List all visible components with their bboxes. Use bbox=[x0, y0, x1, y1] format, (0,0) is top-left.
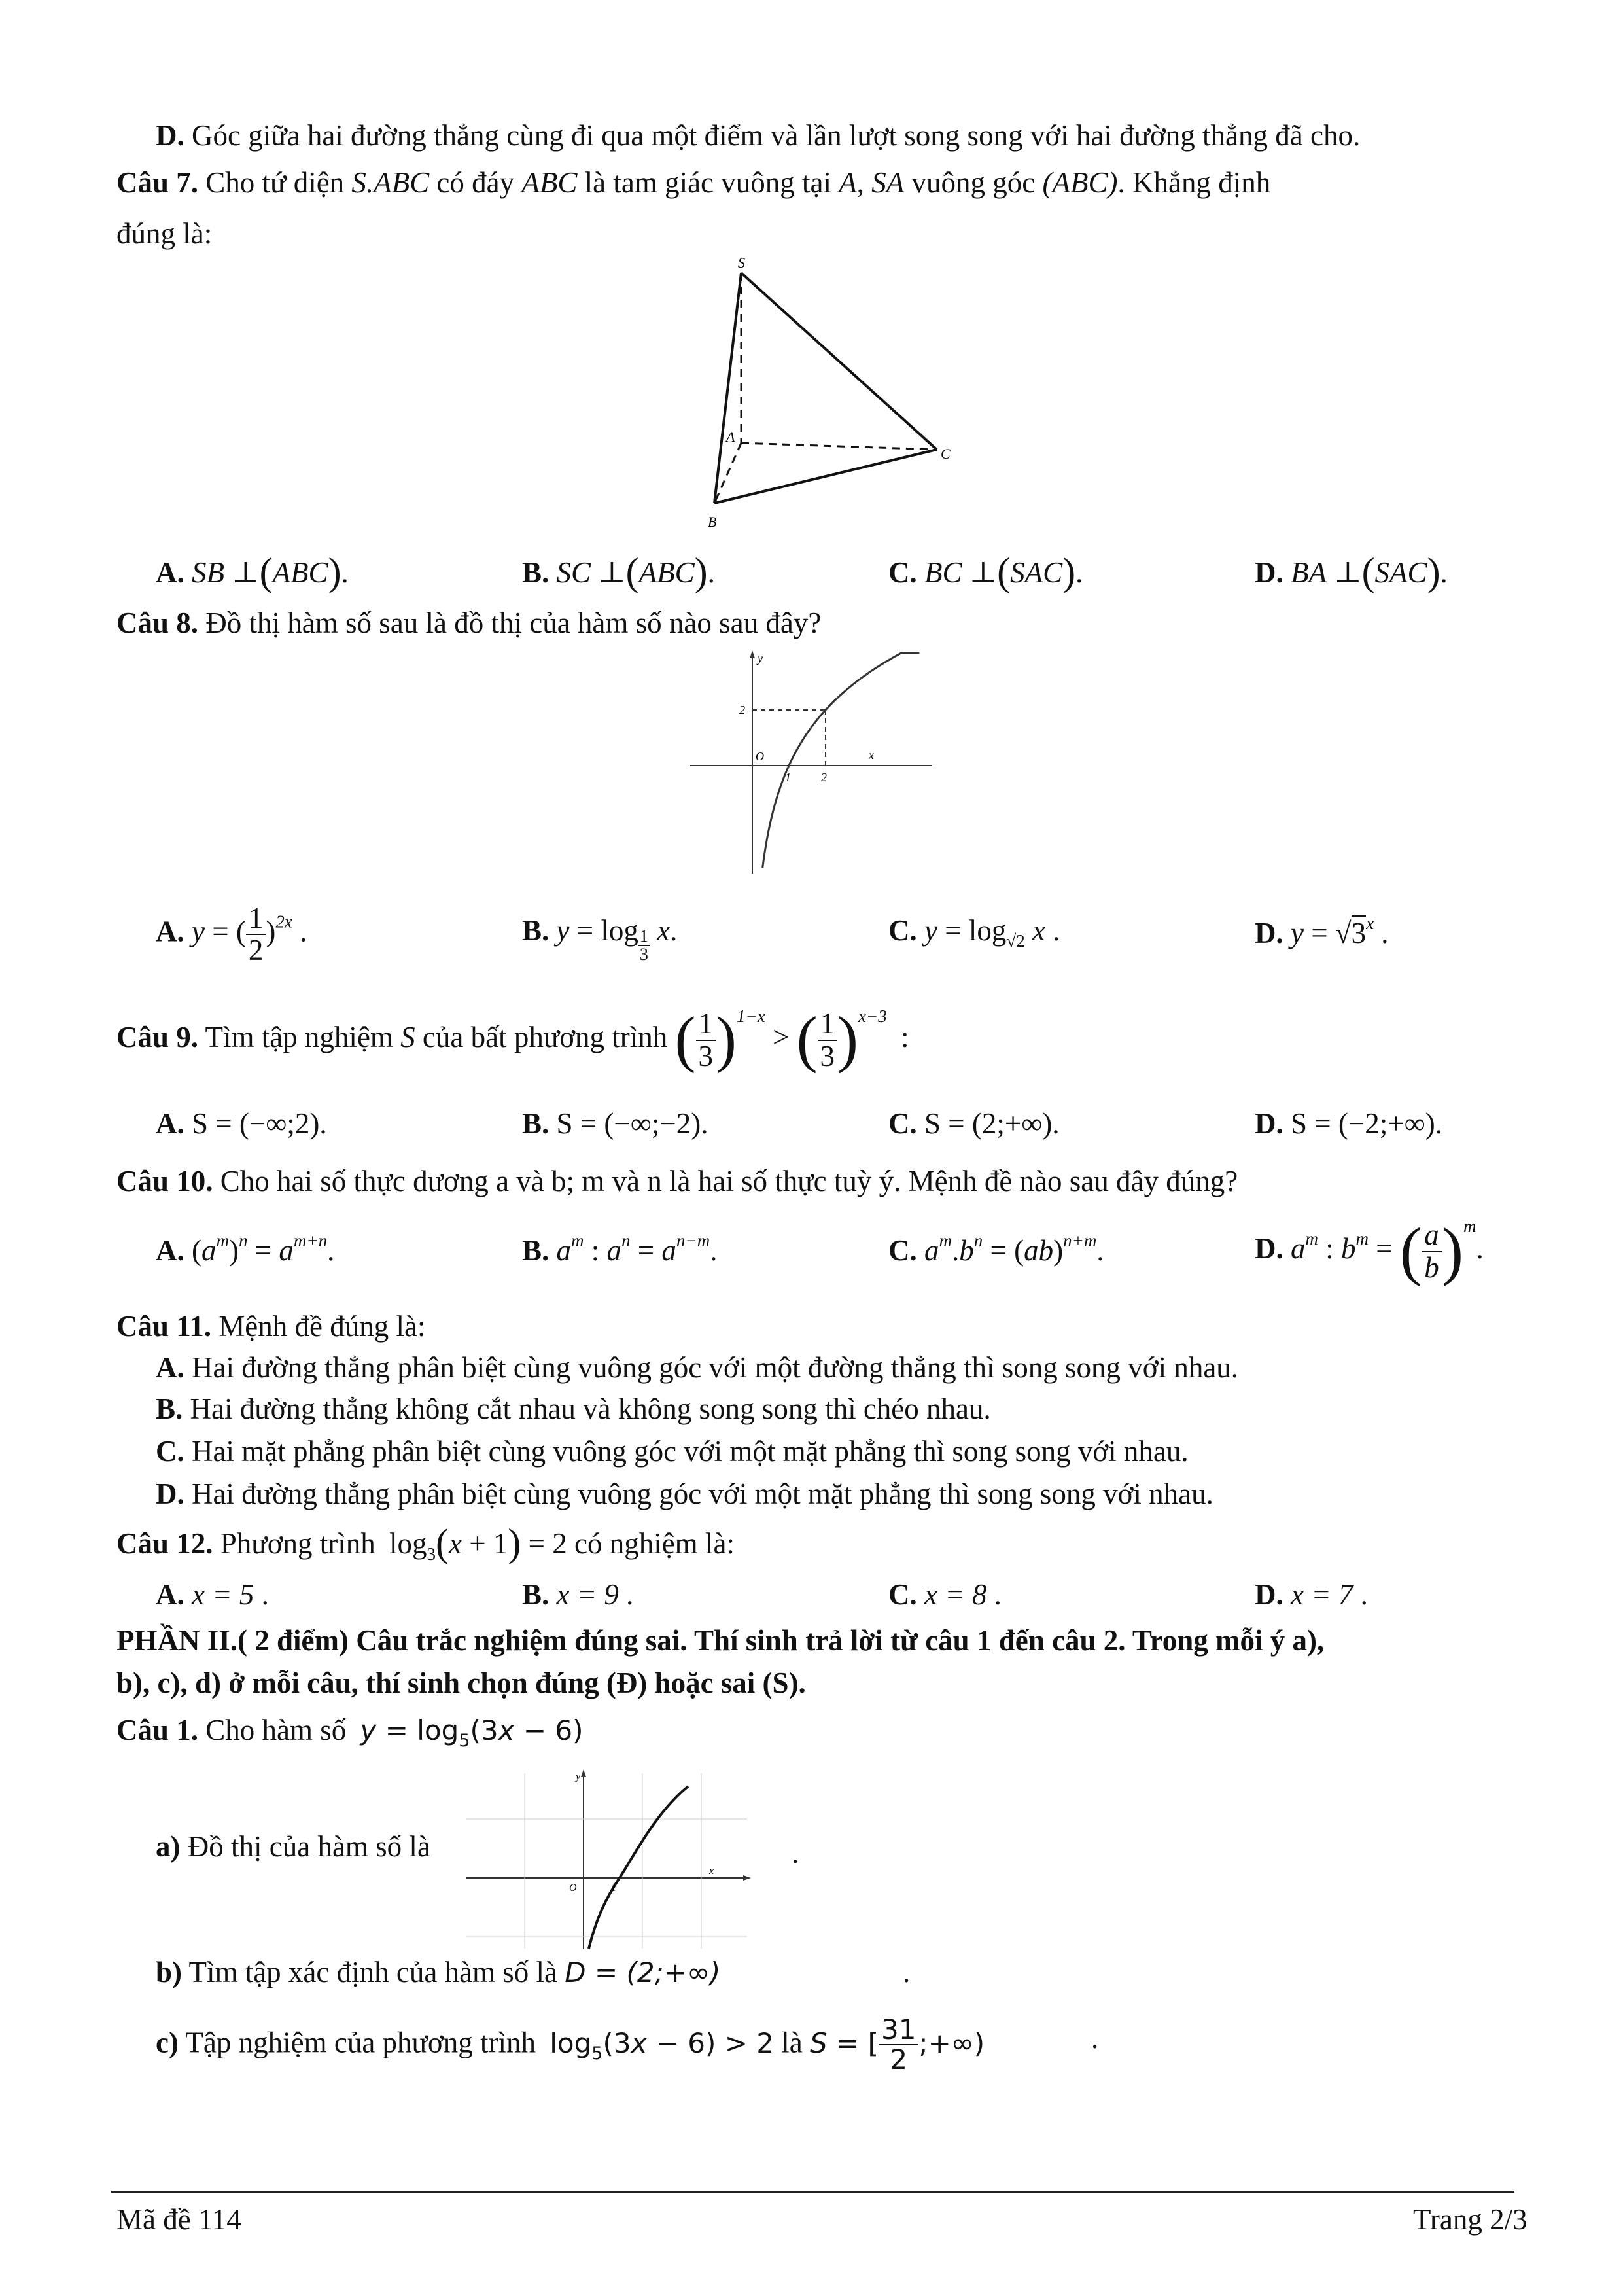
q10-option-a[interactable]: A. $(a^m)^n = a^{m+n}$. bbox=[156, 1231, 335, 1267]
stem-text: là tam giác vuông tại bbox=[584, 166, 832, 199]
option-rhs: ABC bbox=[638, 556, 695, 589]
option-label: A. bbox=[156, 915, 184, 948]
q10-option-c[interactable]: C. $a^m.b^n = (ab)^{n+m}$. bbox=[888, 1231, 1104, 1267]
option-label: B. bbox=[522, 556, 550, 589]
y-axis-arrow bbox=[750, 650, 755, 658]
q9-option-a[interactable]: A. S = (−∞;2). bbox=[156, 1107, 327, 1140]
option-label: B. bbox=[522, 1234, 550, 1267]
grid-lines bbox=[466, 1773, 747, 1949]
stem-text: . Khẳng định bbox=[1117, 166, 1271, 199]
option-lhs: SC bbox=[556, 556, 591, 589]
x-label: x bbox=[869, 749, 874, 762]
q7-option-b[interactable]: B. SC ⊥(ABC). bbox=[522, 550, 715, 593]
y-axis-arrow bbox=[581, 1769, 586, 1777]
p2q1-item-c[interactable]: c) Tập nghiệm của phương trình $\log_5(3x - 6) > 2$ là S = [ $\frac{31}{2}$ ;+∞) bbox=[156, 2013, 985, 2076]
footer-exam-code: Mã đề 114 bbox=[116, 2203, 241, 2236]
option-value: x = 5 bbox=[192, 1578, 254, 1611]
label-s: S bbox=[738, 255, 745, 271]
option-label: D. bbox=[1255, 1232, 1283, 1265]
question-label: Câu 8. bbox=[116, 607, 199, 639]
q7-stem bbox=[116, 165, 1270, 200]
math-var: SA bbox=[871, 166, 905, 199]
log-curve bbox=[763, 653, 920, 868]
q11-option-a[interactable] bbox=[156, 1350, 1238, 1385]
period: . bbox=[1091, 2022, 1099, 2055]
edge-sc bbox=[741, 273, 937, 450]
x-label: x bbox=[709, 1865, 714, 1877]
option-label: C. bbox=[888, 1234, 917, 1267]
q9-stem: Câu 9. Tìm tập nghiệm S của bất phương trình ( $\frac{1}{3}$ )$^{1-x}$ > ( $\frac{1}{3}$ )$^{x-3}$ : bbox=[116, 1004, 909, 1074]
p2q1-stem: Câu 1. Cho hàm số $y = \log_5(3x - 6)$ bbox=[116, 1714, 584, 1751]
q12-stem: Câu 12. Phương trình $\log_3(x + 1) = 2$ có nghiệm là: bbox=[116, 1521, 735, 1564]
fraction-numerator: 31 bbox=[879, 2015, 918, 2045]
math-var: A bbox=[839, 166, 857, 199]
option-label: D. bbox=[1255, 1107, 1283, 1140]
p2q1-log-graph bbox=[466, 1767, 754, 1950]
option-label: C. bbox=[888, 914, 917, 947]
question-label: Câu 10. bbox=[116, 1165, 213, 1197]
option-label: D. bbox=[1255, 917, 1283, 949]
q10-option-d[interactable]: D. $a^m$ : $b^m$ = ( $\frac{a}{b}$ )$^m$. bbox=[1255, 1214, 1484, 1287]
option-text: Góc giữa hai đường thẳng cùng đi qua một điểm và lần lượt song song với hai đường thẳng đã cho. bbox=[192, 119, 1361, 152]
option-lhs: BA bbox=[1291, 556, 1327, 589]
math-var: (ABC) bbox=[1042, 166, 1118, 199]
q11-option-b[interactable] bbox=[156, 1391, 991, 1426]
exponent-1: 1−x bbox=[736, 1006, 765, 1026]
option-value: S = (−∞;−2) bbox=[556, 1107, 701, 1140]
origin-label: O bbox=[756, 750, 764, 763]
footer-rule bbox=[111, 2191, 1514, 2193]
option-lhs: BC bbox=[924, 556, 962, 589]
option-label: C. bbox=[888, 1107, 917, 1140]
q7-option-a[interactable]: A. SB ⊥(ABC). bbox=[156, 550, 349, 593]
x-tick-1: 1 bbox=[611, 1882, 616, 1894]
question-label: Câu 11. bbox=[116, 1310, 212, 1343]
option-label: B. bbox=[522, 1578, 550, 1611]
q8-stem bbox=[116, 605, 821, 641]
q10-stem bbox=[116, 1163, 1238, 1199]
footer-page-number: Trang 2/3 bbox=[1413, 2203, 1527, 2236]
period: . bbox=[903, 1956, 911, 1988]
option-rhs: ABC bbox=[272, 556, 328, 589]
item-label: c) bbox=[156, 2026, 179, 2059]
option-label: C. bbox=[888, 1578, 917, 1611]
option-value: S = (−∞;2) bbox=[192, 1107, 320, 1140]
option-text: Hai mặt phẳng phân biệt cùng vuông góc với một mặt phẳng thì song song với nhau. bbox=[192, 1435, 1189, 1468]
q7-stem-line2: đúng là: bbox=[116, 217, 213, 250]
item-text: Đồ thị của hàm số là bbox=[187, 1830, 430, 1863]
option-value: x = 8 bbox=[924, 1578, 987, 1611]
label-a: A bbox=[726, 429, 735, 445]
q9-option-b[interactable]: B. S = (−∞;−2). bbox=[522, 1107, 708, 1140]
q10-option-b[interactable]: B. $a^m$ : $a^n = a^{n-m}$. bbox=[522, 1231, 718, 1267]
exponent-2: x−3 bbox=[858, 1006, 887, 1026]
option-label: B. bbox=[156, 1392, 183, 1425]
q8-option-d[interactable]: D. $y = √3^x$ . bbox=[1255, 913, 1389, 949]
option-rhs: SAC bbox=[1374, 556, 1427, 589]
question-label: Câu 7. bbox=[116, 166, 199, 199]
option-label: D. bbox=[1255, 556, 1283, 589]
q11-stem bbox=[116, 1309, 425, 1344]
fraction-denominator: 2 bbox=[890, 2043, 908, 2076]
stem-text: Mệnh đề đúng là: bbox=[218, 1310, 426, 1343]
edge-sb bbox=[714, 273, 741, 503]
q12-option-d[interactable]: D. x = 7 . bbox=[1255, 1578, 1368, 1611]
period: . bbox=[792, 1837, 799, 1869]
y-label: y bbox=[576, 1771, 581, 1782]
item-label: a) bbox=[156, 1830, 181, 1863]
part2-heading-line1: PHẦN II.( 2 điểm) Câu trắc nghiệm đúng sai. Thí sinh trả lời từ câu 1 đến câu 2. Trong mỗi ý a), bbox=[116, 1624, 1325, 1657]
option-value: S = (2;+∞) bbox=[924, 1107, 1053, 1140]
y-tick-2: 2 bbox=[739, 703, 745, 716]
option-value: x = 9 bbox=[556, 1578, 619, 1611]
option-text: Hai đường thẳng phân biệt cùng vuông góc với một mặt phẳng thì song song với nhau. bbox=[192, 1477, 1213, 1510]
item-text: Tập nghiệm của phương trình bbox=[185, 2026, 536, 2059]
option-label: C. bbox=[156, 1435, 184, 1468]
option-text: Hai đường thẳng phân biệt cùng vuông góc với một đường thẳng thì song song với nhau. bbox=[192, 1351, 1239, 1384]
q11-option-c[interactable] bbox=[156, 1434, 1189, 1469]
math-var: ABC bbox=[521, 166, 578, 199]
option-value: S = (−2;+∞) bbox=[1291, 1107, 1435, 1140]
stem-text: Cho hàm số bbox=[205, 1714, 347, 1746]
stem-text: có đáy bbox=[436, 166, 515, 199]
option-label: A. bbox=[156, 1578, 184, 1611]
stem-text: của bất phương trình bbox=[422, 1021, 668, 1053]
option-label: A. bbox=[156, 556, 184, 589]
part2-heading-line2: b), c), d) ở mỗi câu, thí sinh chọn đúng (Đ) hoặc sai (S). bbox=[116, 1667, 806, 1699]
option-label: A. bbox=[156, 1107, 184, 1140]
option-label: B. bbox=[522, 1107, 550, 1140]
stem-text: Cho hai số thực dương a và b; m và n là hai số thực tuỳ ý. Mệnh đề nào sau đây đúng? bbox=[220, 1165, 1238, 1197]
x-tick-2: 2 bbox=[821, 771, 827, 784]
stem-text: Đồ thị hàm số sau là đồ thị của hàm số nào sau đây? bbox=[205, 607, 822, 639]
question-label: Câu 12. bbox=[116, 1527, 213, 1560]
option-rhs: SAC bbox=[1010, 556, 1063, 589]
option-label: A. bbox=[156, 1351, 184, 1384]
origin-label: O bbox=[569, 1882, 577, 1894]
q12-option-b[interactable]: B. x = 9 . bbox=[522, 1578, 634, 1611]
q8-log-graph bbox=[687, 648, 935, 877]
y-label: y bbox=[758, 652, 763, 665]
label-b: B bbox=[708, 514, 717, 530]
q9-option-c[interactable]: C. S = (2;+∞). bbox=[888, 1107, 1060, 1140]
option-lhs: SB bbox=[192, 556, 224, 589]
log-curve bbox=[589, 1786, 688, 1949]
option-label: D. bbox=[1255, 1578, 1283, 1611]
option-label: D. bbox=[156, 1477, 184, 1510]
q12-option-a[interactable]: A. x = 5 . bbox=[156, 1578, 269, 1611]
question-label: Câu 1. bbox=[116, 1714, 199, 1746]
q8-option-a[interactable]: A. y = ( $\frac{1}{2}$ )$^{2x}$ . bbox=[156, 902, 307, 967]
item-label: b) bbox=[156, 1956, 183, 1988]
x-axis-arrow bbox=[743, 1875, 751, 1881]
p2q1-item-b[interactable] bbox=[156, 1954, 720, 1990]
q7-option-d[interactable]: D. BA ⊥(SAC). bbox=[1255, 550, 1448, 593]
math-var: S bbox=[400, 1021, 415, 1053]
stem-text: Phương trình bbox=[220, 1527, 375, 1560]
item-text: Tìm tập xác định của hàm số là bbox=[188, 1956, 558, 1988]
q6-option-d bbox=[156, 118, 1360, 153]
edge-bc bbox=[714, 450, 937, 503]
q8-option-b[interactable]: B. y = log $\frac{1}{3}$ x. bbox=[522, 914, 678, 964]
math-var: S.ABC bbox=[351, 166, 430, 199]
edge-ac bbox=[741, 443, 937, 450]
option-text: Hai đường thẳng không cắt nhau và không song song thì chéo nhau. bbox=[190, 1392, 991, 1425]
option-label: B. bbox=[522, 914, 550, 947]
item-value: D = (2;+∞) bbox=[565, 1956, 721, 1988]
q9-option-d[interactable]: D. S = (−2;+∞). bbox=[1255, 1107, 1442, 1140]
tetrahedron-figure bbox=[648, 252, 962, 540]
q8-option-c[interactable]: C. $y = \log_{√2} x$ . bbox=[888, 914, 1060, 951]
option-label: A. bbox=[156, 1234, 184, 1267]
question-label: Câu 9. bbox=[116, 1021, 199, 1053]
q7-option-c[interactable]: C. BC ⊥(SAC). bbox=[888, 550, 1083, 593]
q12-option-c[interactable]: C. x = 8 . bbox=[888, 1578, 1002, 1611]
option-label: D. bbox=[156, 119, 184, 152]
stem-text: , bbox=[856, 166, 865, 199]
stem-text: Cho tứ diện bbox=[205, 166, 345, 199]
item-text: là bbox=[781, 2026, 803, 2059]
option-label: C. bbox=[888, 556, 917, 589]
option-value: x = 7 bbox=[1291, 1578, 1353, 1611]
x-tick-1: 1 bbox=[785, 771, 791, 784]
stem-text: vuông góc bbox=[911, 166, 1036, 199]
stem-text: có nghiệm là: bbox=[574, 1527, 735, 1560]
stem-text: Tìm tập nghiệm bbox=[205, 1021, 393, 1053]
label-c: C bbox=[941, 446, 951, 462]
q11-option-d[interactable] bbox=[156, 1476, 1213, 1511]
p2q1-item-a[interactable] bbox=[156, 1829, 430, 1864]
